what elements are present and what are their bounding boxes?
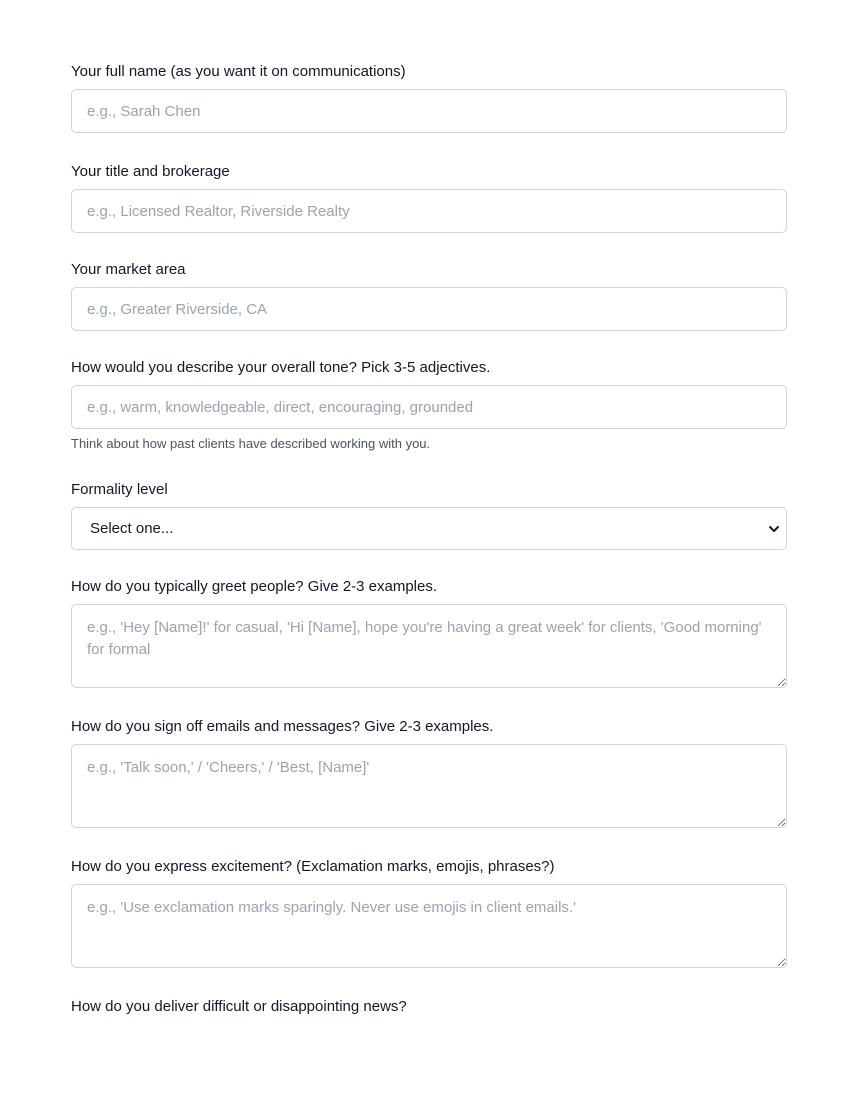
field-signoffs [71,718,787,828]
excitement-textarea[interactable] [71,884,787,968]
greetings-label: How do you typically greet people? Give 2-3 examples. [71,578,438,595]
field-full-name [71,63,787,133]
field-greetings [71,578,787,688]
greetings-textarea[interactable] [71,604,787,688]
tone-input[interactable] [71,385,787,429]
full-name-label: Your full name (as you want it on communications) [71,63,406,80]
market-area-input[interactable] [71,287,787,331]
full-name-input[interactable] [71,89,787,133]
voice-profile-form [71,63,787,1024]
field-difficult-news [71,998,787,1016]
market-area-label: Your market area [71,261,186,278]
formality-select-value: Select one... [71,507,787,550]
field-excitement [71,858,787,968]
formality-select[interactable] [71,507,787,550]
field-market-area [71,261,787,331]
title-brokerage-input[interactable] [71,189,787,233]
field-tone [71,359,787,452]
signoffs-label: How do you sign off emails and messages? Give 2-3 examples. [71,718,494,735]
tone-help-text: Think about how past clients have described working with you. [71,436,431,451]
signoffs-textarea[interactable] [71,744,787,828]
formality-label: Formality level [71,481,168,498]
field-title-brokerage [71,163,787,233]
chevron-down-icon [767,522,781,536]
field-formality [71,481,787,550]
title-brokerage-label: Your title and brokerage [71,163,230,180]
difficult-news-label: How do you deliver difficult or disappointing news? [71,998,407,1015]
tone-label: How would you describe your overall tone? Pick 3-5 adjectives. [71,359,491,376]
excitement-label: How do you express excitement? (Exclamation marks, emojis, phrases?) [71,858,555,875]
